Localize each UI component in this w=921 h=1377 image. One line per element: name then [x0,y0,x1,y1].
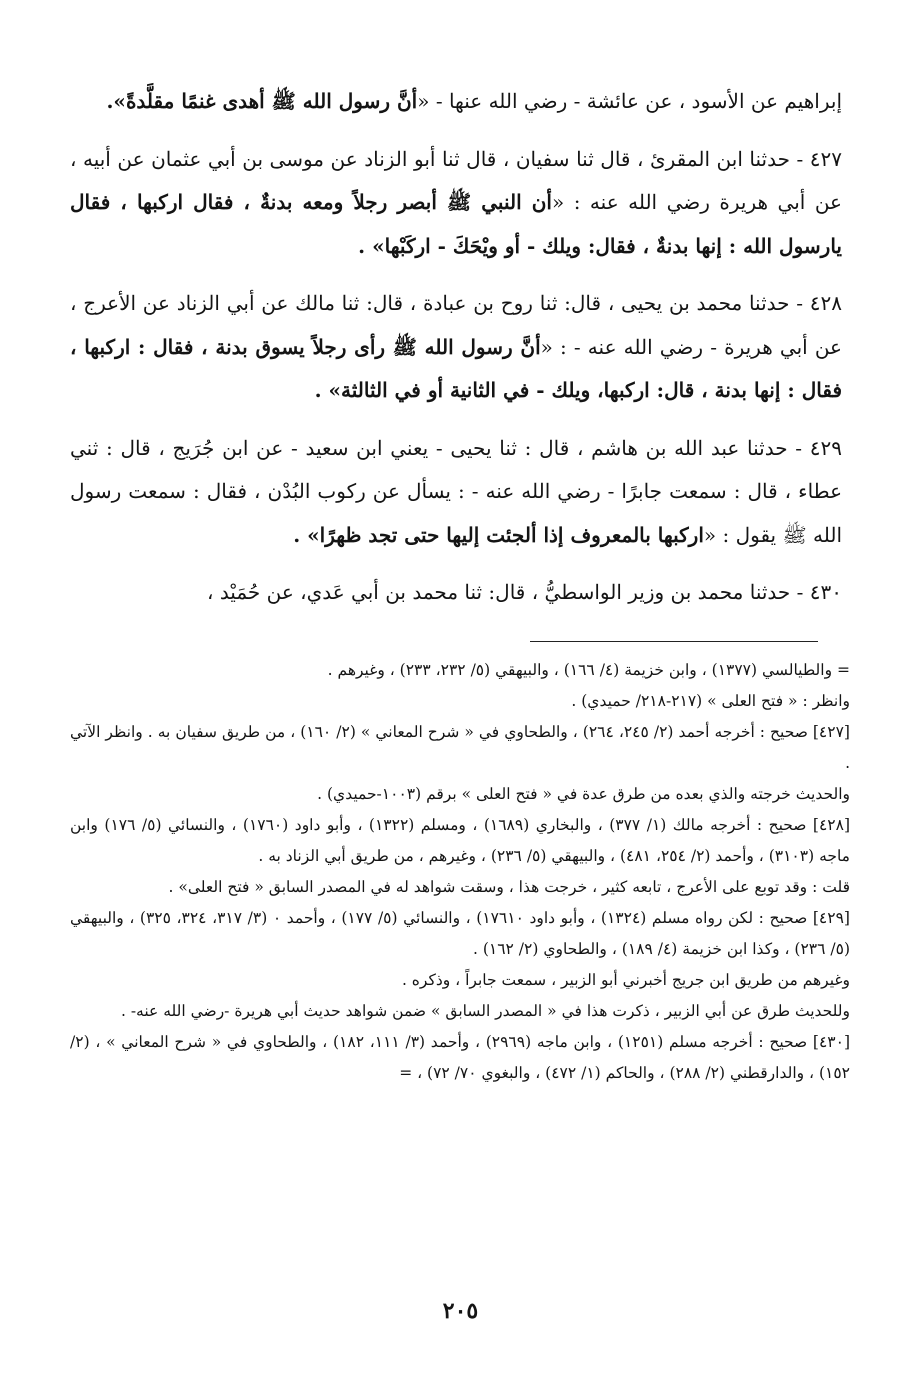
hadith-429-close: » . [293,522,320,547]
footnote-line: قلت : وقد توبع على الأعرج ، تابعه كثير ، خرجت هذا ، وسقت شواهد له في المصدر السابق « فتح العلى» . [168,878,850,896]
page-number: ٢٠٥ [442,1298,479,1324]
footnote-line: والحديث خرجته والذي بعده من طرق عدة في « فتح العلى » برقم (١٠٠٣-حميدي) . [317,785,850,803]
footnote-428: [٤٢٨] صحيح : أخرجه مالك (١/ ٣٧٧) ، والبخاري (١٦٨٩) ، ومسلم (١٣٢٢) ، وأبو داود (١٧٦٠) ، والنسائي (٥/ ١٧٦) وابن ماجه (٣١٠٣) ، وأحمد (٢/ ٢٥٤، ٤٨١) ، والبيهقي (٥/ ٢٣٦) ، وغيرهم ، من طريق أبي الزناد به . [70,816,850,865]
hadith-428-matn: أنَّ رسول الله ﷺ رأى رجلاً يسوق بدنة ، فقال : اركبها ، فقال : إنها بدنة ، قال: اركبها، ويلك - في الثانية أو في الثالثة [70,334,842,402]
footnote-427: [٤٢٧] صحيح : أخرجه أحمد (٢/ ٢٤٥، ٢٦٤) ، والطحاوي في « شرح المعاني » (٢/ ١٦٠) ، من طريق سفيان به . وانظر الآتي . [70,723,850,772]
hadith-428-isnad: ٤٢٨ - حدثنا محمد بن يحيى ، قال: ثنا روح بن عبادة ، قال: ثنا مالك عن أبي الزناد عن الأعرج ، عن أبي هريرة - رضي الله عنه - : « [70,291,842,359]
footnote-429: [٤٢٩] صحيح : لكن رواه مسلم (١٣٢٤) ، وأبو داود ١٧٦١٠) ، والنسائي (٥/ ١٧٧) ، وأحمد ٠ (٣/ ٣١٧، ٣٢٤، ٣٢٥) ، والبيهقي (٥/ ٢٣٦) ، وكذا ابن خزيمة (٤/ ١٨٩) ، والطحاوي (٢/ ١٦٢) . [70,909,850,958]
hadith-428-close: » . [314,378,342,402]
footnote-line: = والطيالسي (١٣٧٧) ، وابن خزيمة (٤/ ١٦٦) ، والبيهقي (٥/ ٢٣٢، ٢٣٣) ، وغيرهم . [327,661,850,679]
main-text [70,80,842,629]
hadith-430: ٤٣٠ - حدثنا محمد بن وزير الواسطيُّ ، قال: ثنا محمد بن أبي عَدي، عن حُمَيْد ، [207,580,842,604]
hadith-428 [70,282,842,413]
footnote-line: وانظر : « فتح العلى » (٢١٧-٢١٨/ حميدي) . [571,692,850,710]
hadith-427-isnad: ٤٢٧ - حدثنا ابن المقرئ ، قال ثنا سفيان ، قال ثنا أبو الزناد عن موسى بن أبي عثمان عن أبيه ، عن أبي هريرة رضي الله عنه : « [70,146,842,214]
hadith-429-isnad: ٤٢٩ - حدثنا عبد الله بن هاشم ، قال : ثنا يحيى - يعني ابن سعيد - عن ابن جُرَيج ، قال : ثني عطاء ، قال : سمعت جابرًا - رضي الله عنه - : يسأل عن ركوب البُدْن ، فقال : سمعت رسول الله ﷺ يقول : « [70,435,842,547]
footnote-430: [٤٣٠] صحيح : أخرجه مسلم (١٢٥١) ، وابن ماجه (٢٩٦٩) ، وأحمد (٣/ ١١١، ١٨٢) ، والطحاوي في « شرح المعاني » ، (٢/ ١٥٢) ، والدارقطني (٢/ ٢٨٨) ، والحاكم (١/ ٤٧٢) ، والبغوي ٧٠/ ٧٢) ، = [70,1033,850,1082]
footnote-line: وغيرهم من طريق ابن جريج أخبرني أبو الزبير ، سمعت جابراً ، وذكره . [401,971,850,989]
hadith-427-matn: أن النبي ﷺ أبصر رجلاً ومعه بدنةٌ ، فقال اركبها ، فقال يارسول الله : إنها بدنةٌ ، فقال: ويلك - أو ويْحَكَ - اركَبْها [70,190,842,258]
hadith-429 [70,427,842,558]
hadith-427 [70,138,842,269]
hadith-427-close: » . [358,233,385,258]
hadith-429-matn: اركبها بالمعروف إذا ألجئت إليها حتى تجد ظهرًا [319,522,704,547]
footnotes [70,655,850,1089]
hadith-426-close: ». [106,89,126,113]
hadith-426-matn: أنَّ رسول الله ﷺ أهدى غنمًا مقلَّدةً [125,89,418,113]
footnote-line: وللحديث طرق عن أبي الزبير ، ذكرت هذا في « المصدر السابق » ضمن شواهد حديث أبي هريرة -رضي الله عنه- . [120,1002,850,1020]
hadith-426-narration: إبراهيم عن الأسود ، عن عائشة - رضي الله عنها - « [417,89,842,113]
hadith-426-continuation [70,80,842,124]
footnote-separator [530,641,818,642]
